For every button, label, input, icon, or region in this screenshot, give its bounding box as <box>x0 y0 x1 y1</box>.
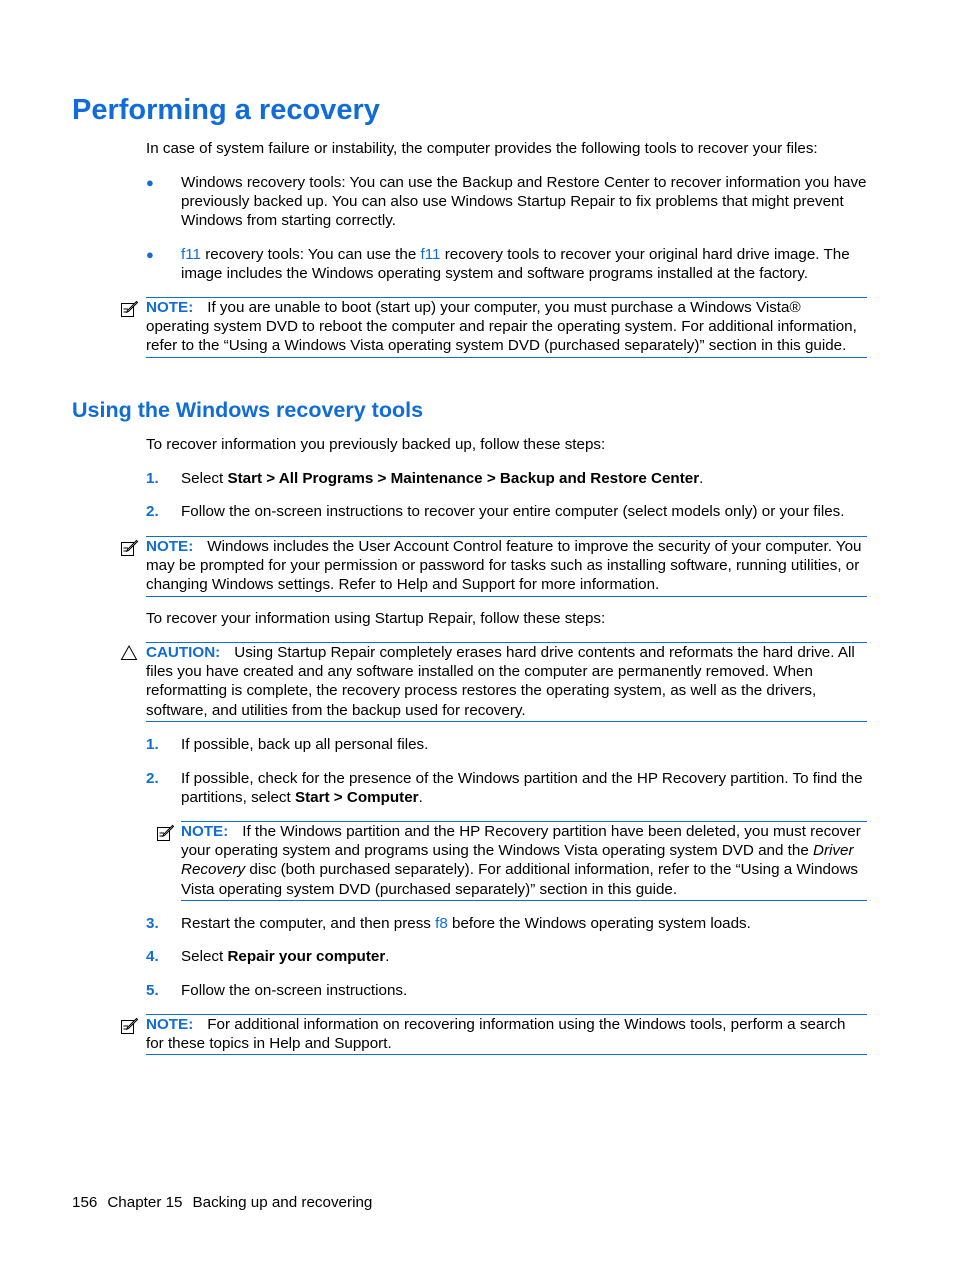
note-label: NOTE: <box>146 1016 194 1033</box>
note-icon <box>156 824 174 842</box>
bullet-icon: ● <box>146 175 154 190</box>
key-f11: f11 <box>420 246 441 263</box>
step-text <box>181 947 868 966</box>
step-text-part: . <box>385 948 390 965</box>
key-f11: f11 <box>181 246 201 263</box>
chapter-title: Backing up and recovering <box>192 1194 373 1211</box>
note-icon <box>120 539 138 557</box>
caution-icon <box>120 644 138 662</box>
step-number: 1. <box>146 470 159 487</box>
step-number: 2. <box>146 503 159 520</box>
note-label: NOTE: <box>146 538 194 555</box>
step-number: 2. <box>146 770 159 787</box>
page-footer <box>72 1193 382 1212</box>
step-text-part: before the Windows operating system loads. <box>447 915 751 932</box>
step-text-part: . <box>418 789 423 807</box>
note-text: If the Windows partition and the HP Recovery partition have been deleted, you must recover your operating system and programs using the Windows Vista operating system DVD and the <box>181 823 861 860</box>
note-label: NOTE: <box>181 823 229 840</box>
step-text <box>181 914 868 933</box>
step-text <box>181 769 868 807</box>
list-item <box>146 981 868 1001</box>
page-title: Performing a recovery <box>72 94 380 126</box>
note-italic: Driver Recovery <box>181 842 854 879</box>
note-label: NOTE: <box>146 299 194 316</box>
note-text: For additional information on recovering information using the Windows tools, perform a search for these topics in Help and Support. <box>146 1016 846 1053</box>
bullet-text-part: recovery tools to recover your original hard drive image. The image includes the Windows operating system and software programs installed at the factory. <box>181 246 850 283</box>
note-icon <box>120 300 138 318</box>
note-text: disc (both purchased separately). For additional information, refer to the “Using a Windows Vista operating system DVD (purchased separately)” section in this guide. <box>181 861 859 898</box>
section-title: Using the Windows recovery tools <box>72 398 424 422</box>
page-number: 156 <box>72 1194 98 1211</box>
repair-intro: To recover your information using Startup Repair, follow these steps: <box>146 610 606 627</box>
bullet-text <box>181 245 868 283</box>
list-item <box>146 914 868 934</box>
note-text: Windows includes the User Account Control feature to improve the security of your computer. You may be prompted for your permission or password for tasks such as installing software, running utilities, or changing Windows settings. Refer to Help and Support for more information. <box>146 538 862 594</box>
note-icon <box>120 1017 138 1035</box>
step-number: 5. <box>146 982 159 999</box>
list-item <box>146 502 868 522</box>
caution-text: Using Startup Repair completely erases hard drive contents and reformats the hard drive. All files you have created and any software installed on the computer are permanently removed. When reformatting is complete, the recovery process restores the operating system, as well as the drivers, software, and utilities from the backup used for recovery. <box>146 644 855 719</box>
step-text: If possible, back up all personal files. <box>181 736 429 753</box>
step-text-part: Select <box>181 470 228 487</box>
step-text-part: . <box>699 470 704 487</box>
step-number: 1. <box>146 736 159 753</box>
step-text <box>181 469 868 488</box>
list-item <box>146 469 868 489</box>
menu-path: Start > Computer <box>294 789 419 807</box>
note-box <box>146 536 867 597</box>
list-item <box>146 735 868 755</box>
caution-label: CAUTION: <box>146 644 221 661</box>
key-f8: f8 <box>435 915 448 932</box>
list-item <box>146 173 868 231</box>
menu-path: Start > All Programs > Maintenance > Backup and Restore Center <box>227 470 700 487</box>
chapter-label: Chapter 15 <box>107 1194 183 1211</box>
bullet-text-part: recovery tools: You can use the <box>201 246 421 263</box>
step-text: Follow the on-screen instructions to recover your entire computer (select models only) or your files. <box>181 503 845 520</box>
list-item <box>146 769 868 809</box>
menu-path: Repair your computer <box>227 948 386 965</box>
step-text-part: Restart the computer, and then press <box>181 915 436 932</box>
note-box <box>146 297 867 358</box>
intro-text: In case of system failure or instability, the computer provides the following tools to recover your files: <box>146 140 818 157</box>
list-item <box>146 947 868 967</box>
step-number: 4. <box>146 948 159 965</box>
bullet-icon: ● <box>146 247 154 262</box>
list-item <box>146 245 868 285</box>
steps-intro: To recover information you previously backed up, follow these steps: <box>146 436 606 453</box>
step-text-part: If possible, check for the presence of the Windows partition and the HP Recovery partition. To find the partitions, select <box>181 770 863 807</box>
note-text: If you are unable to boot (start up) your computer, you must purchase a Windows Vista® operating system DVD to reboot the computer and repair the operating system. For additional information, refer to the “Using a Windows Vista operating system DVD (purchased separately)” section in this guide. <box>146 299 857 355</box>
step-text: Follow the on-screen instructions. <box>181 982 408 999</box>
caution-box <box>146 642 867 722</box>
step-text-part: Select <box>181 948 228 965</box>
note-box <box>181 821 867 901</box>
step-number: 3. <box>146 915 159 932</box>
note-box <box>146 1014 867 1055</box>
bullet-text: Windows recovery tools: You can use the Backup and Restore Center to recover information you have previously backed up. You can also use Windows Startup Repair to fix problems that might prevent Windows from starting correctly. <box>181 174 867 230</box>
